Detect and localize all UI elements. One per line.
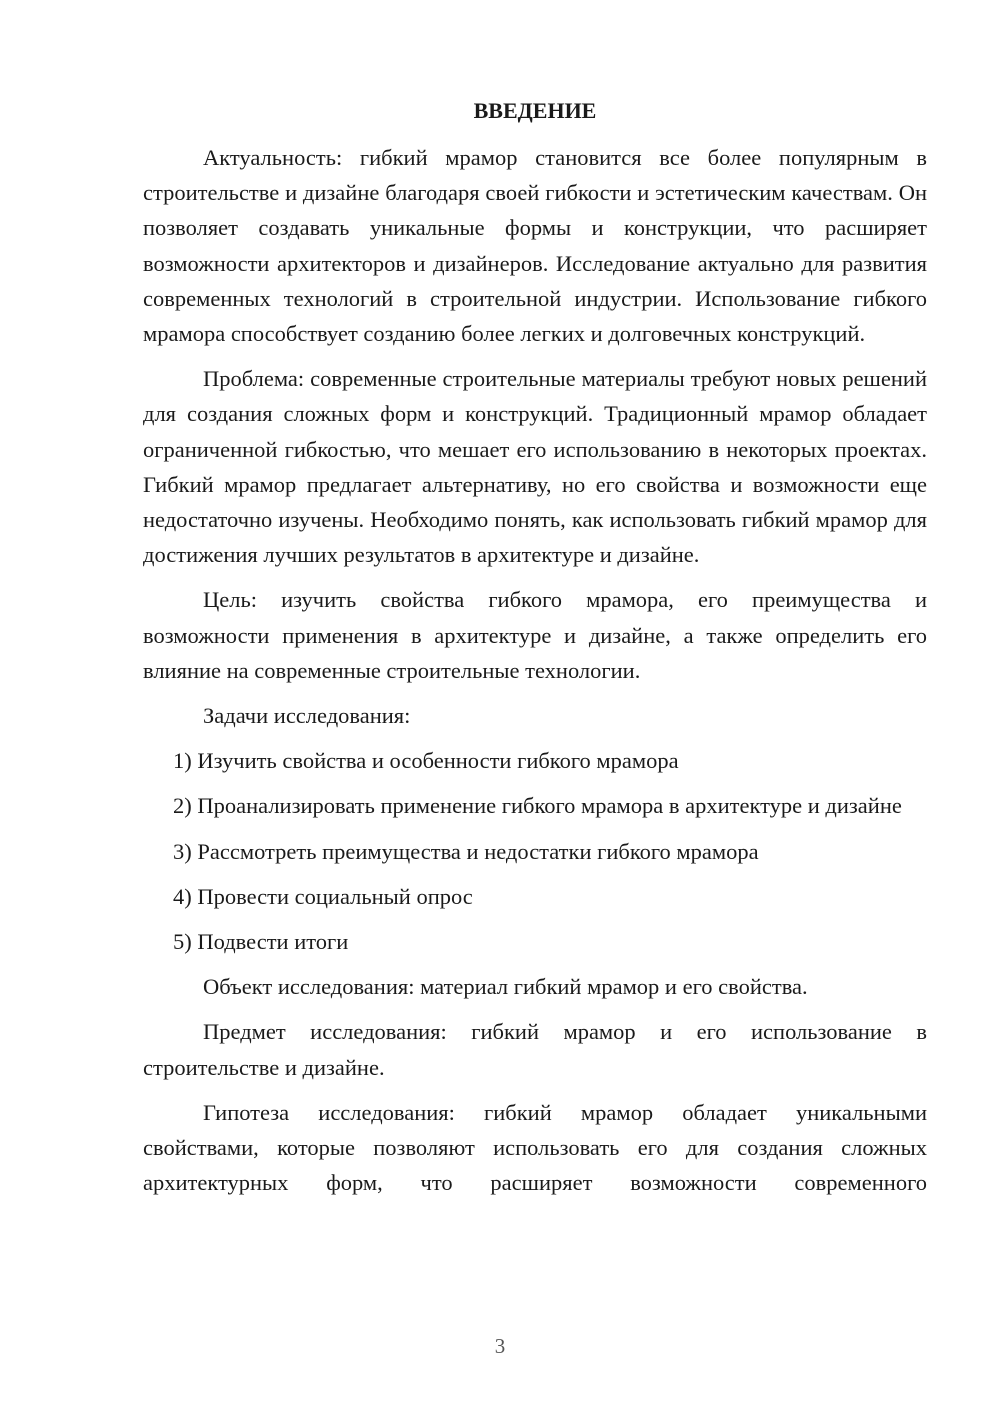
task-item-5: 5) Подвести итоги	[173, 929, 349, 955]
page-content	[143, 94, 927, 1200]
paragraph-subject: Предмет исследования: гибкий мрамор и его использование в строительстве и дизайне.	[143, 1019, 927, 1080]
paragraph-problem: Проблема: современные строительные материалы требуют новых решений для создания сложных форм и конструкций. Традиционный мрамор обладает ограниченной гибкостью, что мешает его использованию в некоторых проектах. Гибкий мрамор предлагает альтернативу, но его свойства и возможности еще недостаточно изучены. Необходимо понять, как использовать гибкий мрамор для достижения лучших результатов в архитектуре и дизайне.	[143, 366, 927, 568]
task-item-3: 3) Рассмотреть преимущества и недостатки гибкого мрамора	[173, 838, 759, 864]
task-item-1: 1) Изучить свойства и особенности гибкого мрамора	[173, 748, 679, 774]
page-number: 3	[494, 1334, 506, 1358]
section-heading: ВВЕДЕНИЕ	[473, 98, 597, 123]
paragraph-relevance: Актуальность: гибкий мрамор становится все более популярным в строительстве и дизайне благодаря своей гибкости и эстетическим качествам. Он позволяет создавать уникальные формы и конструкции, что расширяет возможности архитекторов и дизайнеров. Исследование актуально для развития современных технологий в строительной индустрии. Использование гибкого мрамора способствует созданию более легких и долговечных конструкций.	[143, 145, 927, 347]
paragraph-goal: Цель: изучить свойства гибкого мрамора, его преимущества и возможности применения в архитектуре и дизайне, а также определить его влияние на современные строительные технологии.	[143, 587, 927, 683]
paragraph-hypothesis: Гипотеза исследования: гибкий мрамор обладает уникальными свойствами, которые позволяют использовать его для создания сложных архитектурных форм, что расширяет возможности современного	[143, 1099, 927, 1196]
tasks-title: Задачи исследования:	[203, 703, 411, 729]
task-item-4: 4) Провести социальный опрос	[173, 883, 473, 909]
paragraph-object: Объект исследования: материал гибкий мрамор и его свойства.	[203, 974, 808, 1000]
task-item-2: 2) Проанализировать применение гибкого мрамора в архитектуре и дизайне	[173, 793, 902, 819]
